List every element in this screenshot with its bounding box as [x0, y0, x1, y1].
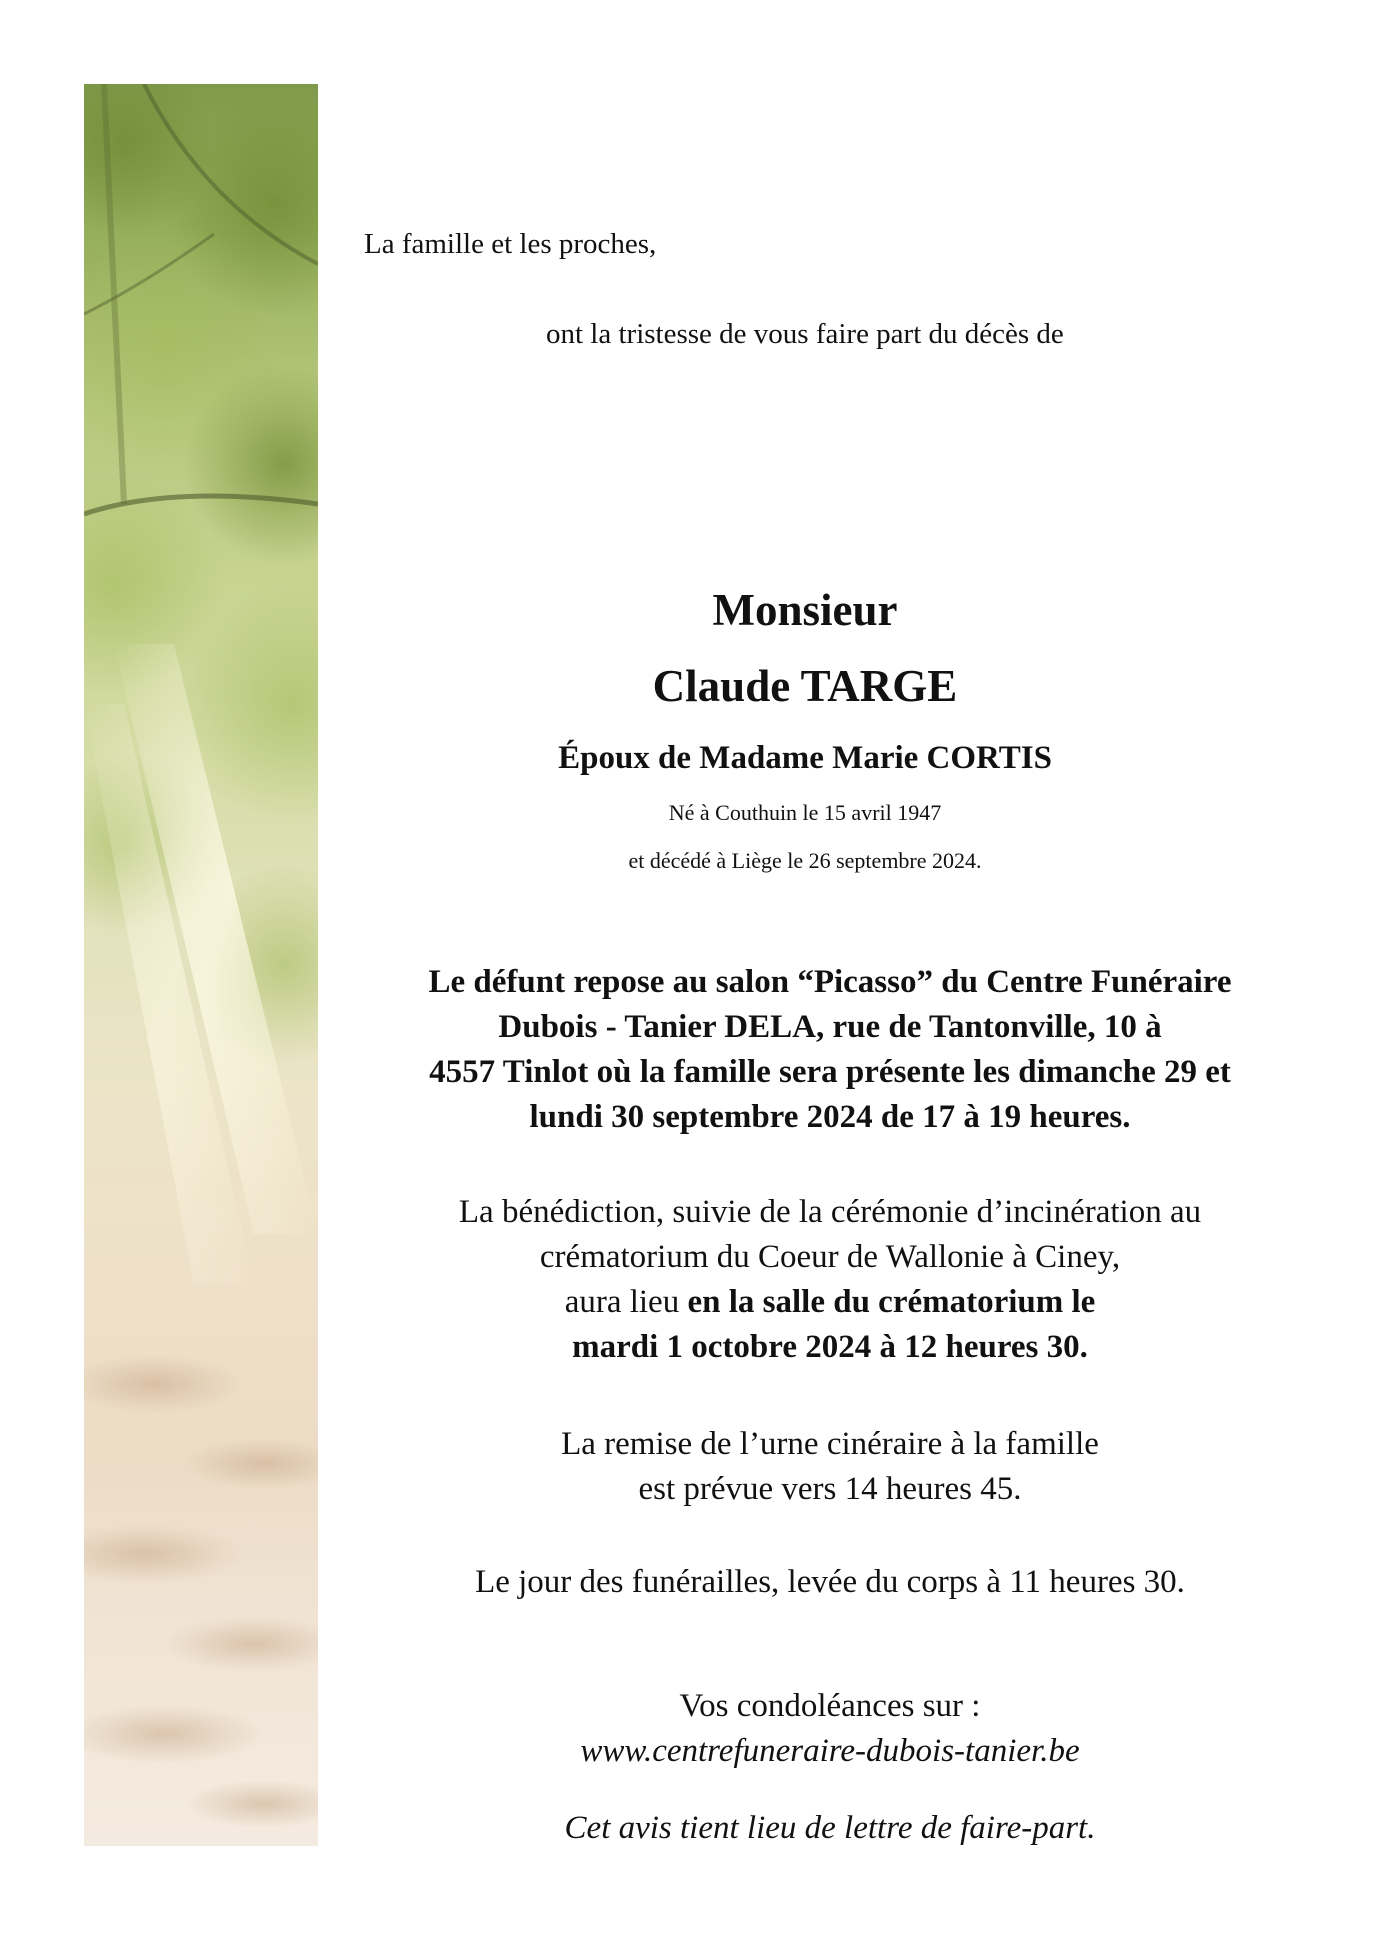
ceremony-datetime: mardi 1 octobre 2024 à 12 heures 30.	[572, 1329, 1088, 1365]
visitation-line: 4557 Tinlot où la famille sera présente les dimanche 29 et	[429, 1054, 1231, 1090]
announcement-text: ont la tristesse de vous faire part du décès de	[546, 318, 1064, 350]
condolences-url[interactable]: www.centrefuneraire-dubois-tanier.be	[580, 1733, 1080, 1769]
condolences-block	[330, 1684, 1330, 1774]
deceased-title: Monsieur	[712, 585, 898, 635]
intro-text: La famille et les proches,	[364, 228, 657, 260]
forest-path-image	[84, 84, 318, 1846]
deceased-name: Claude TARGE	[652, 661, 958, 711]
levee-text: Le jour des funérailles, levée du corps à 11 heures 30.	[475, 1564, 1185, 1600]
ceremony-location: en la salle du crématorium le	[687, 1284, 1096, 1320]
urn-block	[330, 1422, 1330, 1512]
ceremony-line: crématorium du Coeur de Wallonie à Ciney,	[539, 1239, 1121, 1275]
visitation-line: Dubois - Tanier DELA, rue de Tantonville, 10 à	[498, 1009, 1162, 1045]
ceremony-line	[330, 1280, 1330, 1325]
notice-text: Cet avis tient lieu de lettre de faire-part.	[564, 1810, 1096, 1846]
visitation-line: Le défunt repose au salon “Picasso” du Centre Funéraire	[428, 964, 1232, 1000]
death-info: et décédé à Liège le 26 septembre 2024.	[628, 848, 982, 873]
ceremony-prefix: aura lieu	[564, 1284, 688, 1320]
urn-line: La remise de l’urne cinéraire à la famille	[561, 1426, 1099, 1462]
deceased-spouse: Époux de Madame Marie CORTIS	[558, 740, 1052, 776]
birth-info: Né à Couthuin le 15 avril 1947	[668, 800, 942, 825]
ceremony-line: La bénédiction, suivie de la cérémonie d’incinération au	[458, 1194, 1202, 1230]
condolences-label: Vos condoléances sur :	[679, 1688, 981, 1724]
urn-line: est prévue vers 14 heures 45.	[638, 1471, 1022, 1507]
ceremony-block	[330, 1190, 1330, 1370]
visitation-block	[330, 960, 1330, 1140]
visitation-line: lundi 30 septembre 2024 de 17 à 19 heures.	[529, 1099, 1131, 1135]
forest-illustration	[84, 84, 318, 1846]
